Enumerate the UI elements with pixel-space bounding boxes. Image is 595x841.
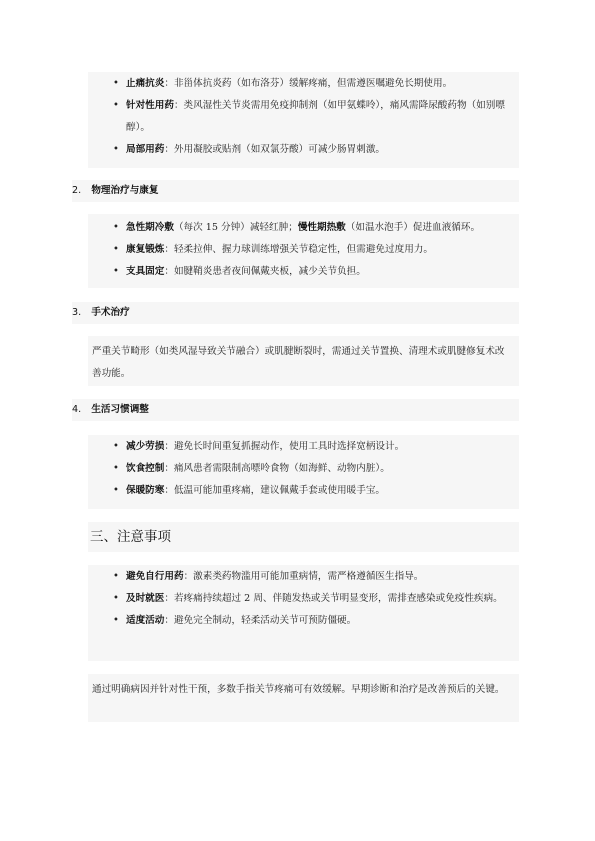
section-heading xyxy=(72,399,519,421)
item-text: ：低温可能加重疼痛，建议佩戴手套或使用暖手宝。 xyxy=(164,485,386,496)
list-item xyxy=(88,566,519,588)
item-term: 减少劳损 xyxy=(126,441,165,452)
section-title: 生活习惯调整 xyxy=(91,404,149,415)
list-item xyxy=(88,480,519,502)
surgery-paragraph xyxy=(88,336,519,386)
section-title: 物理治疗与康复 xyxy=(91,185,159,196)
list-item xyxy=(88,261,519,283)
item-term: 慢性期热敷 xyxy=(297,222,346,233)
section-number: 4. xyxy=(72,404,82,415)
item-term: 止痛抗炎 xyxy=(126,78,165,89)
list-item xyxy=(88,139,519,161)
section-number: 2. xyxy=(72,185,82,196)
item-term: 针对性用药 xyxy=(126,100,174,111)
list-item xyxy=(88,610,519,632)
item-term: 康复锻炼 xyxy=(126,244,165,255)
item-term: 避免自行用药 xyxy=(126,571,184,582)
conclusion-paragraph xyxy=(88,674,519,722)
medication-list xyxy=(88,72,519,168)
item-text: ：激素类药物滥用可能加重病情，需严格遵循医生指导。 xyxy=(183,571,424,582)
item-text: ：避免完全制动，轻柔活动关节可预防僵硬。 xyxy=(164,615,357,626)
main-heading: 三、注意事项 xyxy=(88,522,519,552)
item-term: 急性期冷敷 xyxy=(126,222,174,233)
list-item xyxy=(88,588,519,610)
item-text: ：轻柔拉伸、握力球训练增强关节稳定性，但需避免过度用力。 xyxy=(164,244,433,255)
item-term: 饮食控制 xyxy=(126,463,165,474)
item-text: （如温水泡手）促进血液循环。 xyxy=(345,222,481,233)
section-heading xyxy=(72,180,519,202)
item-text: ：如腱鞘炎患者夜间佩戴夹板，减少关节负担。 xyxy=(164,266,366,277)
item-text: ：痛风患者需限制高嘌呤食物（如海鲜、动物内脏）。 xyxy=(164,463,390,474)
list-item xyxy=(88,239,519,261)
item-text: ：类风湿性关节炎需用免疫抑制剂（如甲氨蝶呤），痛风需降尿酸药物（如别嘌醇）。 xyxy=(126,100,505,133)
list-item xyxy=(88,73,519,95)
item-text: ：外用凝胶或贴剂（如双氯芬酸）可减少肠胃刺激。 xyxy=(164,144,386,155)
physical-therapy-list xyxy=(88,214,519,288)
section-number: 3. xyxy=(72,307,82,318)
item-term: 支具固定 xyxy=(126,266,165,277)
list-item xyxy=(88,458,519,480)
list-item xyxy=(88,217,519,239)
list-item xyxy=(88,95,519,139)
item-term: 局部用药 xyxy=(126,144,165,155)
list-item xyxy=(88,436,519,458)
item-term: 适度活动 xyxy=(126,615,165,626)
item-text: ：若疼痛持续超过 2 周、伴随发热或关节明显变形，需排查感染或免疫性疾病。 xyxy=(164,593,503,604)
paragraph-text: 严重关节畸形（如类风湿导致关节融合）或肌腱断裂时，需通过关节置换、清理术或肌腱修复术改善功能。 xyxy=(92,346,505,379)
item-term: 保暖防寒 xyxy=(126,485,165,496)
item-term: 及时就医 xyxy=(126,593,165,604)
paragraph-text: 通过明确病因并针对性干预，多数手指关节疼痛可有效缓解。早期诊断和治疗是改善预后的关键。 xyxy=(92,684,505,695)
section-heading xyxy=(72,302,519,324)
item-text: ：非甾体抗炎药（如布洛芬）缓解疼痛，但需遵医嘱避免长期使用。 xyxy=(164,78,453,89)
lifestyle-list xyxy=(88,435,519,509)
item-text: ：避免长时间重复抓握动作，使用工具时选择宽柄设计。 xyxy=(164,441,405,452)
section-title: 手术治疗 xyxy=(91,307,130,318)
item-text: （每次 15 分钟）减轻红肿； xyxy=(173,222,298,233)
precautions-list xyxy=(88,565,519,661)
